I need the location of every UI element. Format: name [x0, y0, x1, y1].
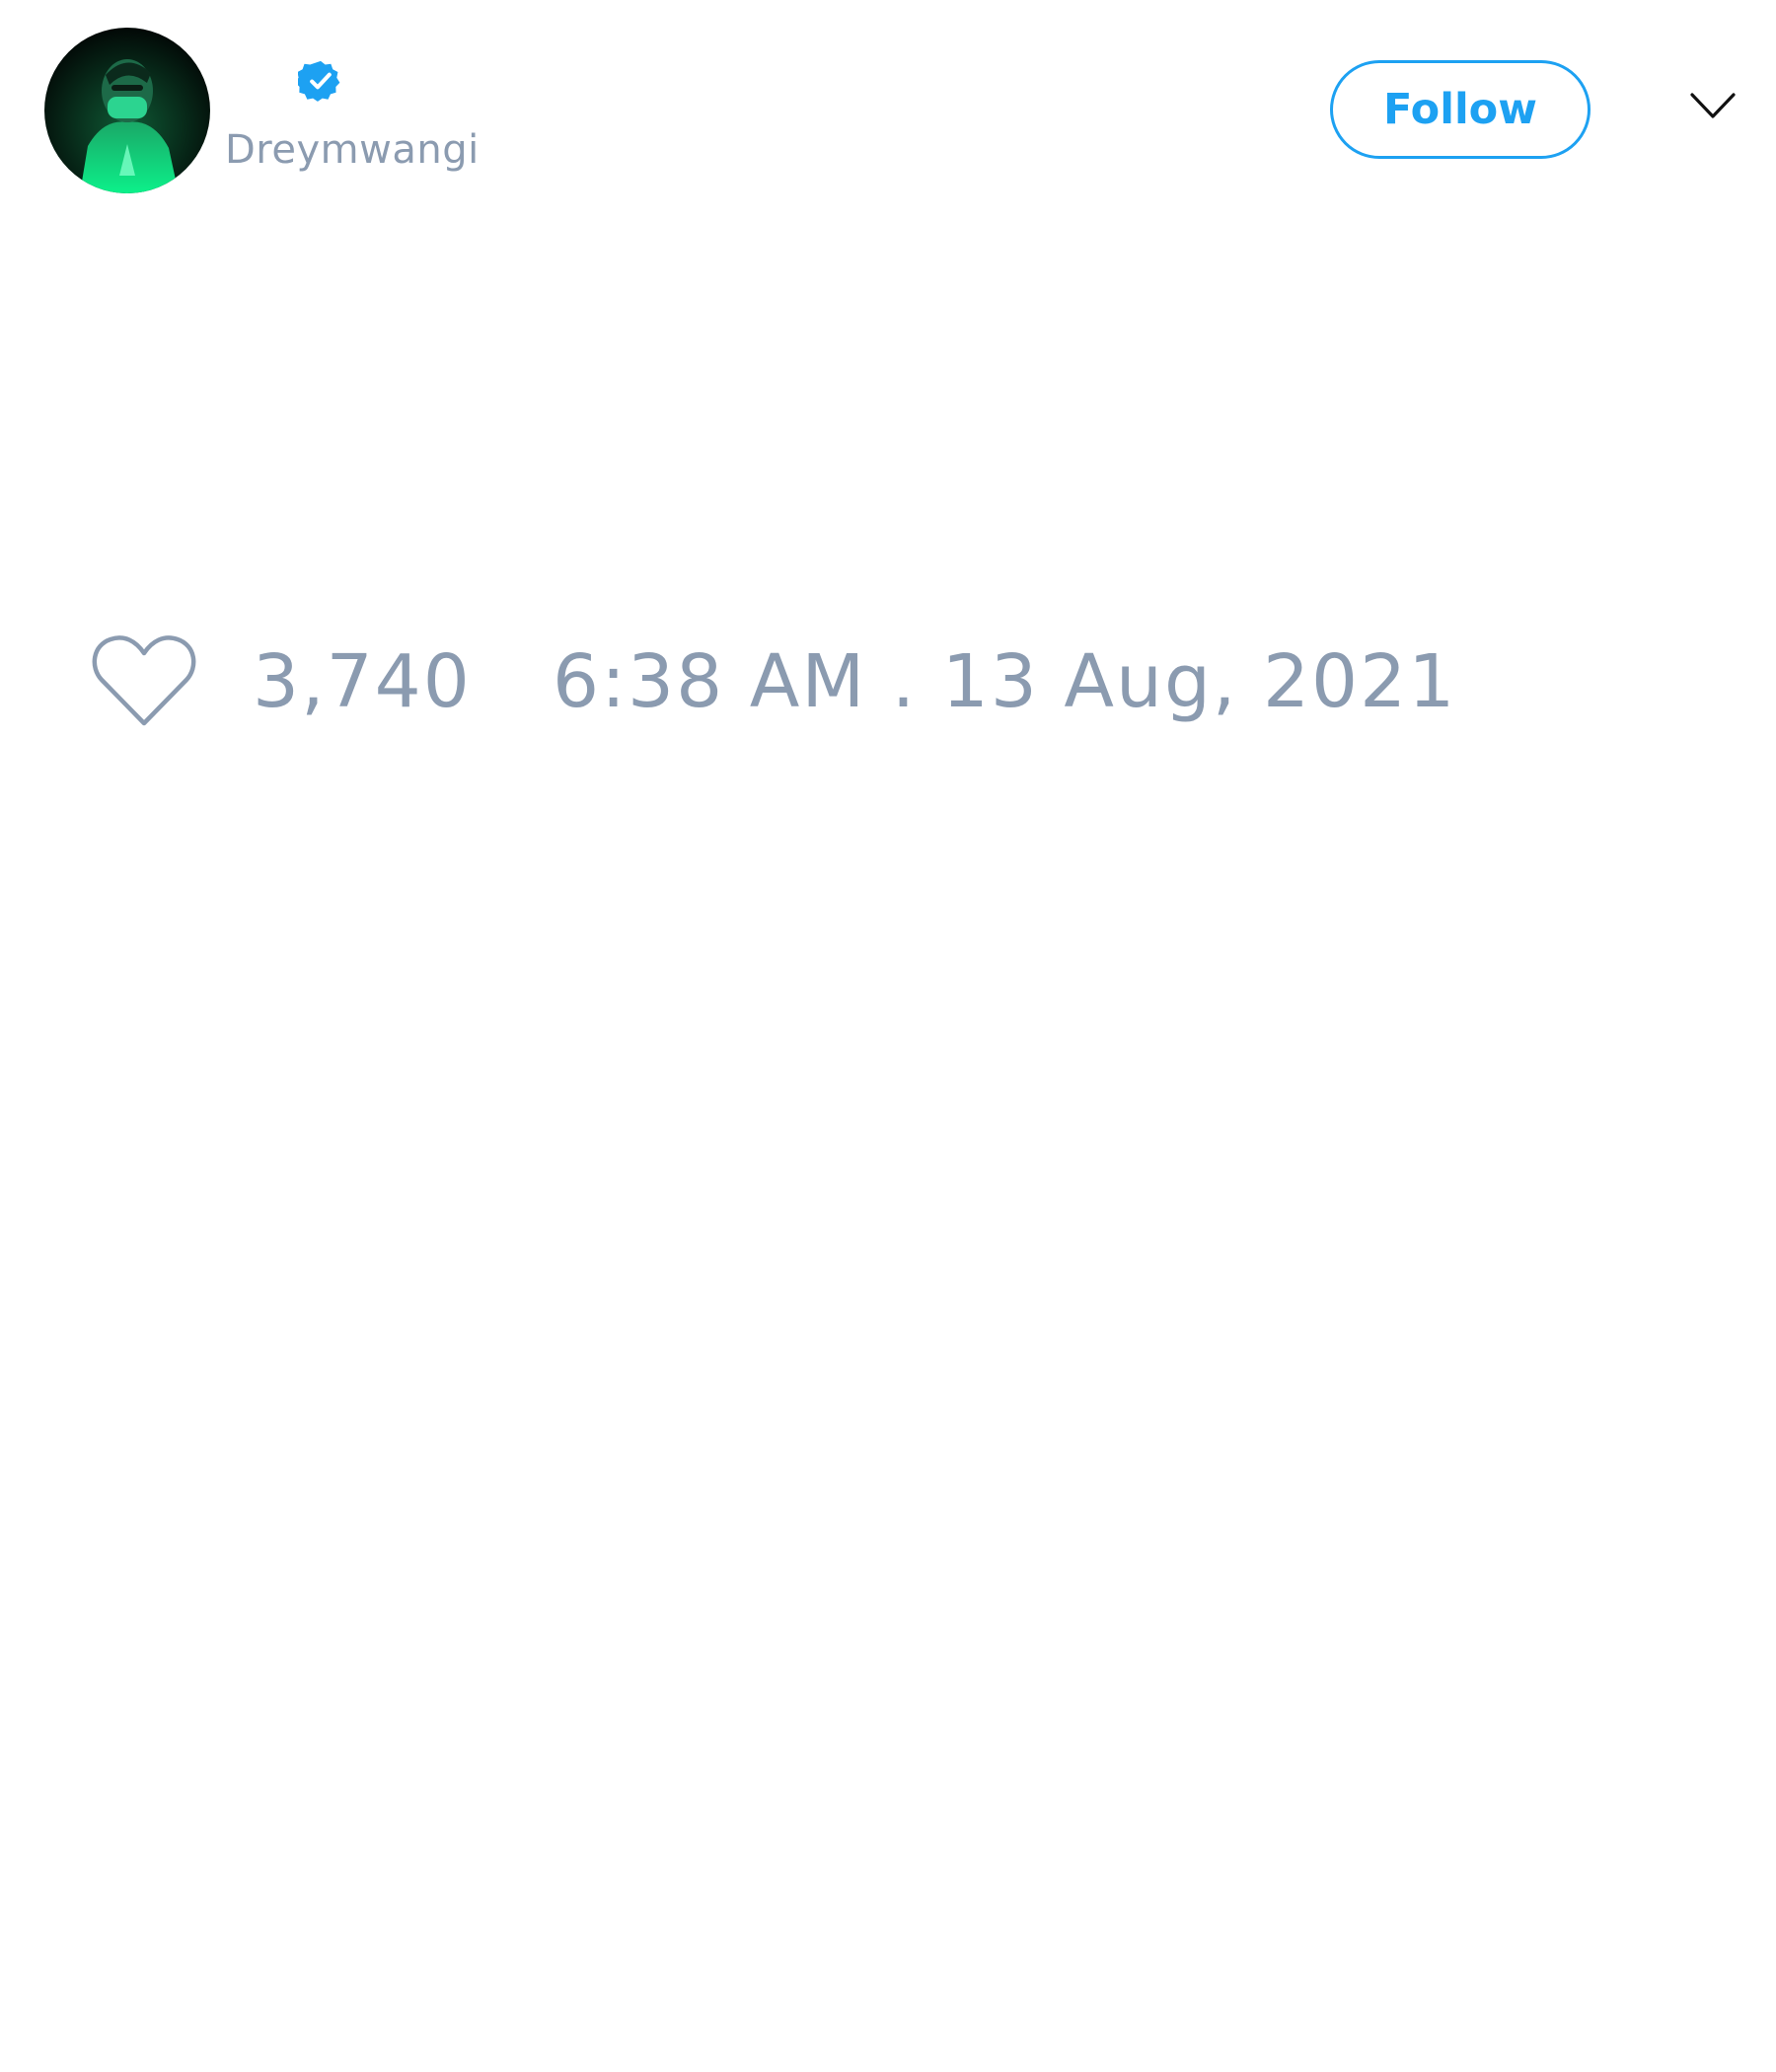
avatar[interactable]: [44, 28, 210, 193]
author-handle[interactable]: Dreymwangi: [225, 127, 480, 173]
follow-button[interactable]: Follow: [1330, 60, 1591, 159]
verified-badge-icon: [298, 58, 343, 104]
heart-icon[interactable]: [91, 633, 197, 728]
chevron-down-icon[interactable]: [1689, 91, 1737, 120]
timestamp[interactable]: 6:38 AM . 13 Aug, 2021: [553, 639, 1457, 724]
engagement-row: [87, 631, 1665, 730]
avatar-image: [44, 28, 210, 193]
like-count[interactable]: 3,740: [253, 639, 472, 724]
